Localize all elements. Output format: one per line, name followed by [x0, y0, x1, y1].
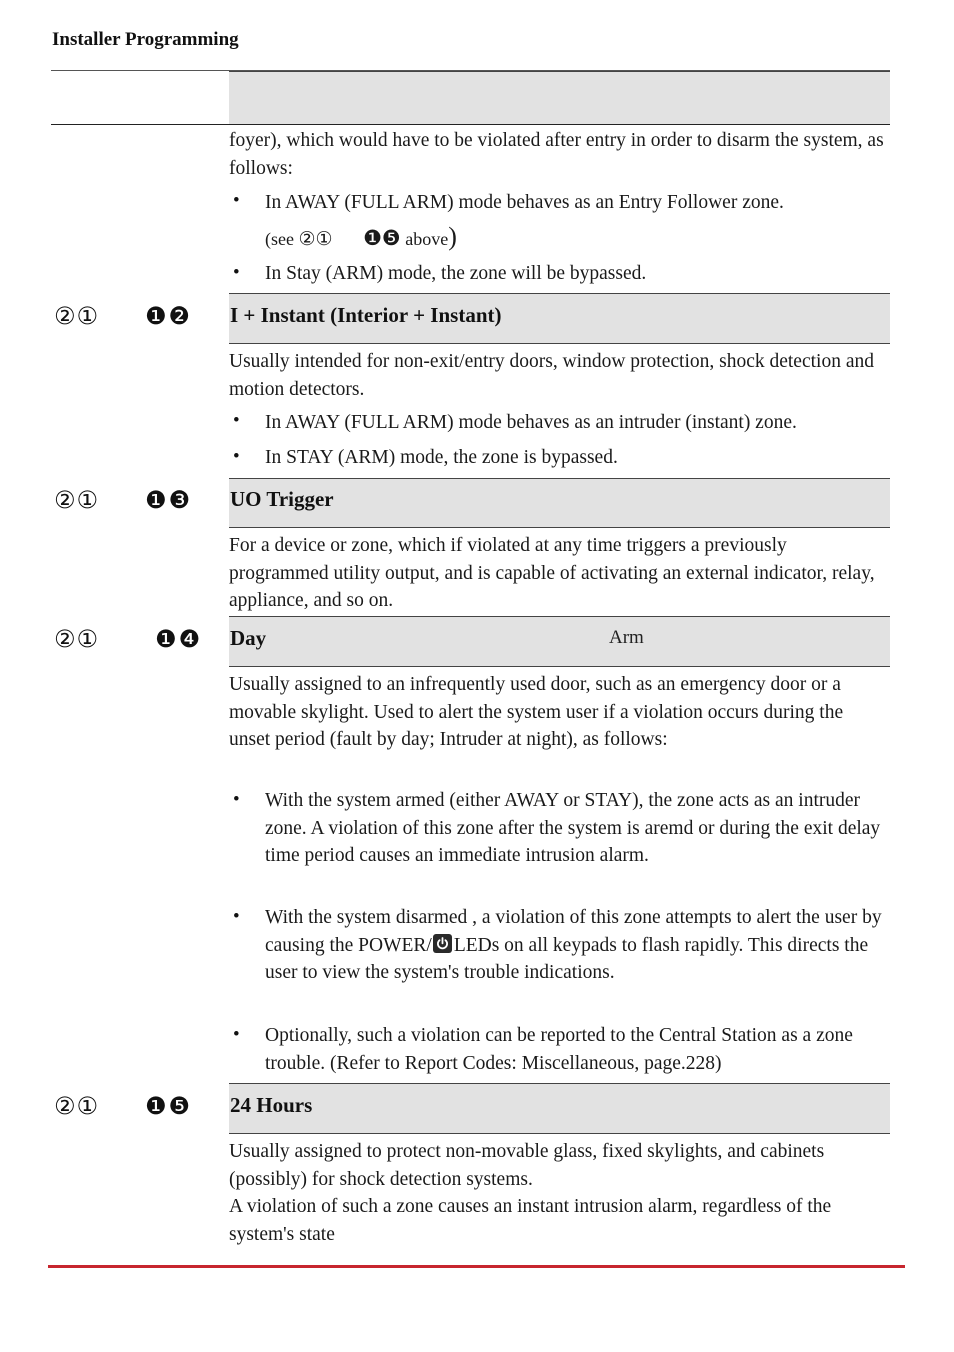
bullet-lead-text: With the system disarmed , a violation of this zone attempts to alert the user by causing the POWER/ [265, 907, 882, 956]
section-bullet: In STAY (ARM) mode, the zone is bypassed. [265, 447, 618, 468]
bullet-dot: • [233, 906, 240, 927]
footer-rule [48, 1265, 905, 1268]
section-code-left: ②① [54, 302, 100, 330]
section-paragraph-2: A violation of such a zone causes an instant intrusion alarm, regardless of the system's state [229, 1196, 832, 1245]
section-code-right: ❶❹ [155, 625, 203, 653]
bullet-tail-text: LEDs on all keypads to flash rapidly. This directs the user to view the system's trouble indications. [265, 934, 869, 983]
bullet-dot: • [233, 789, 240, 810]
section-bullet: Optionally, such a violation can be reported to the Central Station as a zone trouble. (Refer to Report Codes: Miscellaneous, page.228) [265, 1025, 853, 1074]
section-paragraph: For a device or zone, which if violated at any time triggers a previously programmed utility output, and is capable of activating an external indicator, relay, appliance, and so on. [229, 535, 875, 611]
section-header-shade [229, 616, 890, 667]
section-paragraph: Usually assigned to an infrequently used door, such as an emergency door or a movable skylight. Used to alert the system user if a violation occurs during the unset period (fault by day; Intruder at night), as follows: [229, 674, 844, 750]
section-paragraph: Usually intended for non-exit/entry doors, window protection, shock detection and motion detectors. [229, 351, 874, 400]
section-code-left: ②① [54, 486, 100, 514]
bullet-dot: • [233, 262, 240, 283]
see-close-paren: ) [448, 222, 457, 251]
see-prefix: (see [265, 229, 294, 249]
bullet-dot: • [233, 410, 240, 431]
intro-bullet-1: In AWAY (FULL ARM) mode behaves as an Entry Follower zone. [265, 192, 784, 213]
see-suffix: above [405, 229, 449, 249]
section-bullet-power [265, 904, 887, 987]
section-title-24-hours: 24 Hours [230, 1093, 313, 1117]
section-code-left: ②① [54, 1092, 100, 1120]
section-title-i-instant: I + Instant (Interior + Instant) [230, 303, 502, 327]
table-header-rule [51, 124, 890, 125]
intro-paragraph: foyer), which would have to be violated after entry in order to disarm the system, as follows: [229, 130, 884, 179]
section-subtitle-arm: Arm [609, 627, 644, 648]
see-code-b: ❶❺ [363, 226, 401, 250]
section-paragraph: Usually assigned to protect non-movable glass, fixed skylights, and cabinets (possibly) for shock detection systems. [229, 1141, 825, 1190]
section-bullet: In AWAY (FULL ARM) mode behaves as an intruder (instant) zone. [265, 412, 797, 433]
section-header-shade [229, 1083, 890, 1134]
section-code-right: ❶❺ [145, 1092, 193, 1120]
header-shade [229, 71, 890, 125]
running-header: Installer Programming [52, 29, 239, 50]
section-code-right: ❶❷ [145, 302, 193, 330]
bullet-dot: • [233, 446, 240, 467]
section-title-day: Day [230, 626, 267, 650]
bullet-dot: • [233, 190, 240, 211]
bullet-dot: • [233, 1024, 240, 1045]
power-icon [433, 934, 452, 953]
section-code-right: ❶❸ [145, 486, 193, 514]
see-reference [265, 222, 457, 252]
see-code-a: ②① [298, 228, 333, 250]
section-code-left: ②① [54, 625, 100, 653]
section-bullet: With the system armed (either AWAY or STAY), the zone acts as an intruder zone. A violation of this zone after the system is aremd or during the exit delay time period causes an immediate intrusion alarm. [265, 790, 881, 866]
intro-bullet-2: In Stay (ARM) mode, the zone will be bypassed. [265, 263, 647, 284]
section-title-uo-trigger: UO Trigger [230, 487, 334, 511]
